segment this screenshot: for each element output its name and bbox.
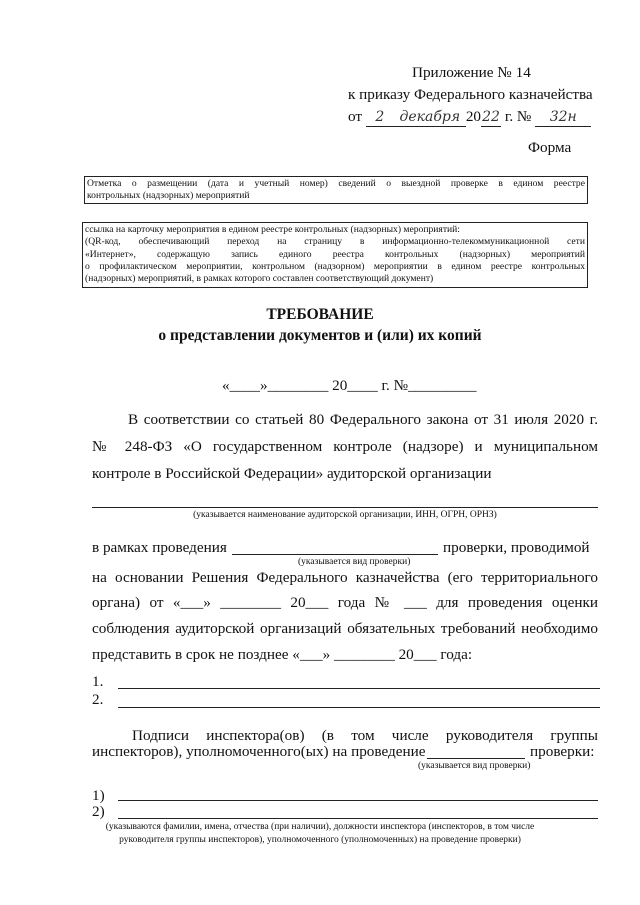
document-list-item-2-number: 2. [92,691,104,708]
registry-card-line-4: о профилактическом мероприятии, контрольном (надзорном) мероприятии в едином реестре контрольных [85,260,585,272]
inspection-scope-left: в рамках проведения [92,539,227,556]
signatures-line-1: Подписи инспектора(ов) (в том числе руководителя группы [132,727,598,744]
handwritten-month: декабря [399,109,461,125]
year-prefix: 20 [465,108,482,125]
decision-basis-line-1: на основании Решения Федерального казначейства (его территориального [92,569,598,586]
deadline-line: представить в срок не позднее «___» ________ 20___ года: [92,646,473,663]
signatures-line-2-left: инспекторов), уполномоченного(ых) на проведение [92,743,426,760]
inspection-type-field[interactable] [232,554,438,555]
handwritten-year: 22 [482,109,500,125]
footnote-line-2: руководителя группы инспекторов), уполномоченного (уполномоченных) на проведение проверки) [119,835,521,845]
legal-basis-line-3: контроле в Российской Федерации» аудиторской организации [92,465,492,482]
inspection-type-hint: (указывается вид проверки) [298,557,411,567]
inspection-scope-right: проверки, проводимой [443,539,590,556]
year-suffix: г. № [504,108,532,125]
requirement-date-number: «____»________ 20____ г. №_________ [222,377,477,394]
legal-basis-line-1: В соответствии со статьей 80 Федерального закона от 31 июля 2020 г. [128,411,598,428]
signatures-line-2-right: проверки: [530,743,595,760]
inspector-list-item-1-number: 1) [92,787,105,804]
handwritten-day: 2 [375,109,385,125]
registry-card-link-box [82,222,588,288]
inspector-list-item-1-field[interactable] [118,800,598,801]
inspector-list-item-2-number: 2) [92,803,105,820]
order-date-line [348,108,591,127]
signature-inspection-type-field[interactable] [427,758,525,759]
document-list-item-1-field[interactable] [118,688,600,689]
decision-basis-line-3: соблюдения аудиторской организаций обязательных требований необходимо [92,620,598,637]
document-subtitle: о представлении документов и (или) их копий [158,327,482,344]
registry-card-line-1: ссылка на карточку мероприятия в едином реестре контрольных (надзорных) мероприятий: [85,224,460,235]
from-prefix: от [348,108,363,125]
document-title: ТРЕБОВАНИЕ [266,306,374,323]
handwritten-number: 32н [549,109,577,125]
registry-card-line-3: «Интернет», содержащую запись единого реестра контрольных (надзорных) мероприятий [85,248,585,260]
inspector-list-item-2-field[interactable] [118,818,598,819]
org-name-field[interactable] [92,507,598,508]
document-list-item-1-number: 1. [92,673,104,690]
registry-mark-box [84,176,588,204]
legal-basis-line-2: № 248-ФЗ «О государственном контроле (надзоре) и муниципальном [92,438,598,455]
appendix-label: Приложение № 14 [412,64,531,81]
registry-card-line-5: (надзорных) мероприятий, в рамках которого составлен соответствующий документ) [85,273,434,285]
document-list-item-2-field[interactable] [118,707,600,708]
decision-basis-line-2: органа) от «___» ________ 20___ года № ___ для проведения оценки [92,594,598,611]
registry-mark-line-1: Отметка о размещении (дата и учетный номер) сведений о выездной проверке в едином реестре [87,178,585,189]
form-label: Форма [528,139,572,156]
registry-mark-line-2: контрольных (надзорных) мероприятий [87,190,250,202]
footnote-line-1: (указываются фамилии, имена, отчества (при наличии), должности инспектора (инспекторов, в том числе [105,822,535,832]
registry-card-line-2: (QR-код, обеспечивающий переход на страницу в информационно-телекоммуникационной сети [85,236,585,248]
order-reference: к приказу Федерального казначейства [348,86,593,103]
org-name-hint: (указывается наименование аудиторской организации, ИНН, ОГРН, ОРНЗ) [193,510,497,520]
signature-inspection-type-hint: (указывается вид проверки) [418,761,531,771]
